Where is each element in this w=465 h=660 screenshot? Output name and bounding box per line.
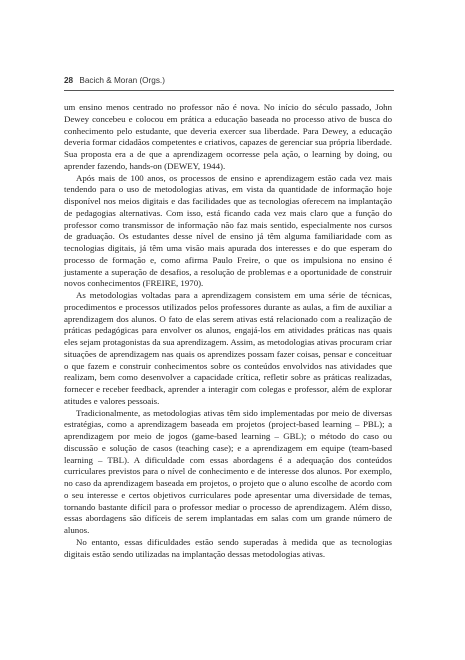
paragraph-2: Após mais de 100 anos, os processos de ensino e aprendizagem estão cada vez mais tendendo para o uso de metodologias ativas, em vista da quantidade de informação hoje disponível nos meios digitais e das facilidades que as tecnologias oferecem na implantação de pedagogias alternativas. Com isso, está ficando cada vez mais claro que a função do professor como transmissor de informação não faz mais sentido, especialmente nos cursos de graduação. Os estudantes desse nível de ensino já têm alguma familiaridade com as tecnologias digitais, já têm uma visão mais apurada dos interesses e do que esperam do processo de formação e, como afirma Paulo Freire, o que os impulsiona no ensino é justamente a superação de desafios, a resolução de problemas e a oportunidade de construir novos conhecimentos (FREIRE, 1970). <box>64 172 392 289</box>
running-header <box>64 76 165 88</box>
page-number: 28 <box>64 76 74 85</box>
header-rule <box>64 90 394 91</box>
paragraph-5: No entanto, essas dificuldades estão sendo superadas à medida que as tecnologias digitais estão sendo utilizadas na implantação dessas metodologias ativas. <box>64 536 392 559</box>
running-title: Bacich & Moran (Orgs.) <box>79 76 165 85</box>
paragraph-4: Tradicionalmente, as metodologias ativas têm sido implementadas por meio de diversas estratégias, como a aprendizagem baseada em projetos (project-based learning – PBL); a aprendizagem por meio de jogos (game-based learning – GBL); o método do caso ou discussão e solução de casos (teaching case); e a aprendizagem em equipe (team-based learning – TBL). A dificuldade com essas abordagens é a adequação dos conteúdos curriculares previstos para o nível de conhecimento e de interesse dos alunos. Por exemplo, no caso da aprendizagem baseada em projetos, o projeto que o aluno escolhe de acordo com o seu interesse e certos objetivos curriculares pode apresentar uma diversidade de temas, tornando bastante difícil para o professor mediar o processo de aprendizagem. Além disso, essas abordagens são difíceis de serem implantadas em salas com um grande número de alunos. <box>64 407 392 535</box>
body-text <box>64 102 392 560</box>
paragraph-3: As metodologias voltadas para a aprendizagem consistem em uma série de técnicas, procedimentos e processos utilizados pelos professores durante as aulas, a fim de auxiliar a aprendizagem dos alunos. O fato de elas serem ativas está relacionado com a realização de práticas pedagógicas para envolver os alunos, engajá-los em atividades práticas nas quais eles sejam protagonistas da sua aprendizagem. Assim, as metodologias ativas procuram criar situações de aprendizagem nas quais os aprendizes possam fazer coisas, pensar e conceituar o que fazem e construir conhecimentos sobre os conteúdos envolvidos nas atividades que realizam, bem como desenvolver a capacidade crítica, refletir sobre as práticas realizadas, fornecer e receber feedback, aprender a interagir com colegas e professor, além de explorar atitudes e valores pessoais. <box>64 290 392 406</box>
paragraph-1: um ensino menos centrado no professor não é nova. No início do século passado, John Dewey concebeu e colocou em prática a educação baseada no processo ativo de busca do conhecimento pelo estudante, que deveria exercer sua liberdade. Para Dewey, a educação deveria formar cidadãos competentes e criativos, capazes de gerenciar sua própria liberdade. Sua proposta era a de que a aprendizagem ocorresse pela ação, o learning by doing, ou aprender fazendo, hands-on (DEWEY, 1944). <box>64 102 392 171</box>
